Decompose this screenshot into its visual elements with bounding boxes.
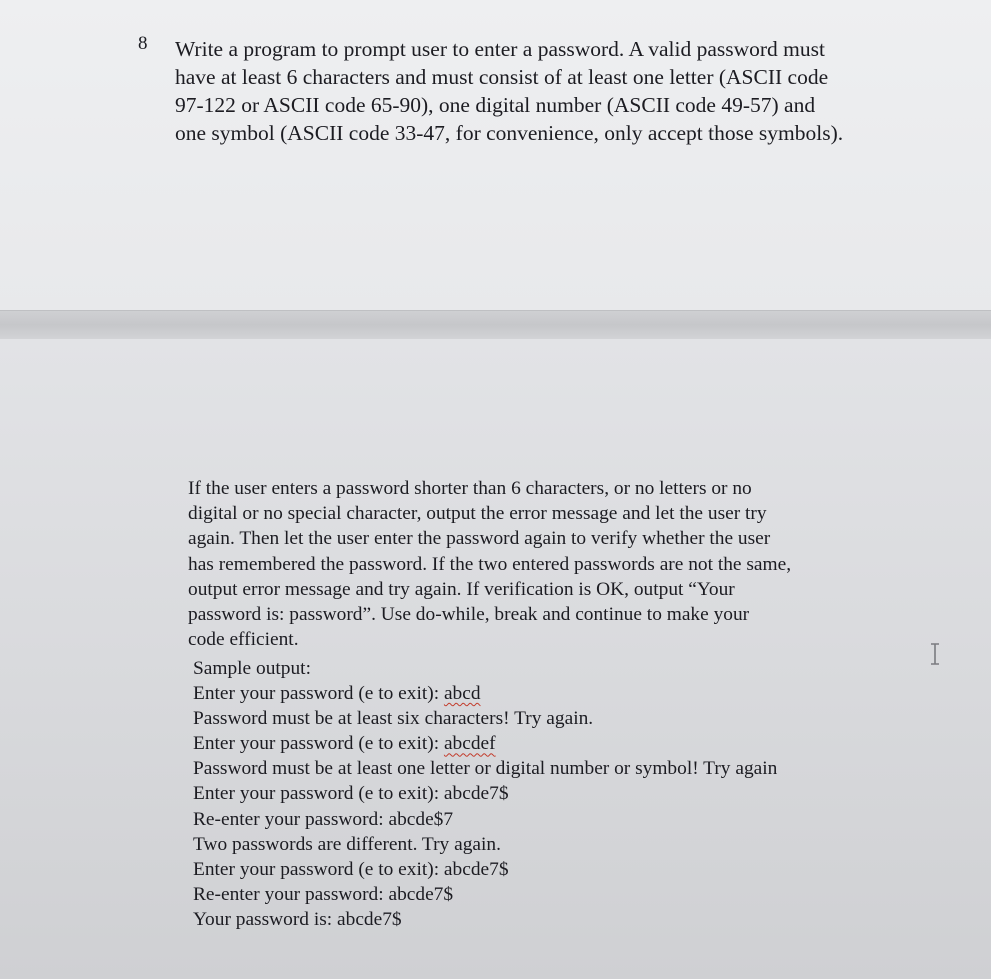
question-number: 8 [138,33,148,54]
sample-line [193,832,933,857]
sample-line-text: Enter your password (e to exit): abcde7$ [193,783,509,805]
sample-line [193,706,933,731]
sample-line-text: Your password is: abcde7$ [193,908,402,930]
sample-line-text: Password must be at least six characters! Try again. [193,708,594,730]
sample-line [193,857,933,882]
page-divider [0,310,991,340]
question-line: 97-122 or ASCII code 65-90), one digital number (ASCII code 49-57) and [175,93,816,117]
instructions-line: If the user enters a password shorter than 6 characters, or no letters or no [188,478,752,499]
instructions-line: has remembered the password. If the two entered passwords are not the same, [188,553,792,575]
sample-line [193,907,933,932]
instructions-line: password is: password”. Use do-while, break and continue to make your [188,604,750,626]
i-beam-cursor-icon [928,643,942,665]
typed-input: abcd [443,683,481,705]
sample-line [193,731,933,756]
question-text [175,35,945,147]
sample-line-text: Enter your password (e to exit): [193,733,444,755]
sample-line-text: Password must be at least one letter or digital number or symbol! Try again [193,758,778,780]
sample-line [193,882,933,907]
sample-line-text: Re-enter your password: abcde7$ [193,883,454,905]
sample-line-text: Re-enter your password: abcde$7 [193,808,454,830]
sample-line-text: Two passwords are different. Try again. [193,833,501,855]
sample-line [193,681,933,706]
sample-line [193,781,933,806]
instructions-line: output error message and try again. If verification is OK, output “Your [188,578,735,600]
instructions-line: code efficient. [188,629,299,651]
sample-line-text: Enter your password (e to exit): [193,683,444,705]
question-line: have at least 6 characters and must consist of at least one letter (ASCII code [175,65,829,89]
instructions-paragraph [188,476,928,652]
question-line: one symbol (ASCII code 33-47, for convenience, only accept those symbols). [175,121,844,145]
sample-line [193,756,933,781]
instructions-line: digital or no special character, output the error message and let the user try [188,503,767,525]
sample-line [193,807,933,832]
sample-line-text: Enter your password (e to exit): abcde7$ [193,858,509,880]
question-line: Write a program to prompt user to enter a password. A valid password must [175,37,825,61]
instructions-line: again. Then let the user enter the password again to verify whether the user [188,528,771,550]
sample-output-heading: Sample output: [193,658,311,679]
typed-input: abcdef [443,733,496,755]
sample-output [193,656,933,932]
